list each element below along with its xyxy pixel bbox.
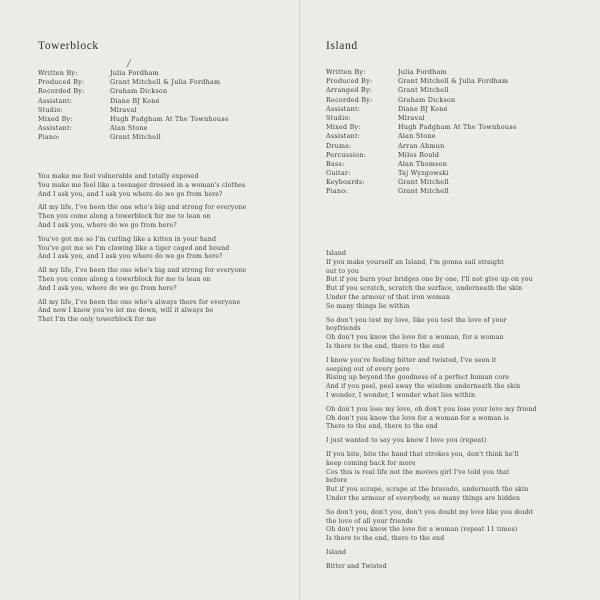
credit-role: Assistant:: [326, 104, 361, 113]
credit-name: Julia Fordham: [398, 68, 447, 76]
credit-role: Piano:: [326, 187, 348, 196]
credit-name: Miles Bould: [398, 150, 440, 159]
credit-role: Keyboards:: [326, 178, 365, 187]
credit-row: [326, 77, 517, 86]
credit-row: [326, 169, 517, 178]
lyric-line: Under the armour of everybody, so many things are hidden: [326, 494, 521, 502]
lyric-line: So don't you, don't you, don't you doubt my love like you doubt: [326, 508, 534, 516]
credit-name: Julia Fordham: [110, 69, 159, 77]
lyric-line: But if you scrape, scrape at the bravado, underneath the skin: [326, 486, 529, 494]
lyric-line: Bitter and Twisted: [326, 562, 387, 570]
lyric-line: before: [326, 477, 348, 485]
lyric-stanza: [326, 563, 590, 572]
lyric-line: And if you peel, peel away the wisdom underneath the skin: [326, 383, 521, 391]
credit-row: [326, 96, 517, 105]
credit-name: Grant Mitchell: [398, 178, 449, 187]
lyric-line: Cos this is real life not the movies girl I've told you that: [326, 468, 510, 476]
credit-name: Miraval: [398, 113, 425, 122]
credit-row: [38, 69, 229, 78]
credit-name: Taj Wyzgowski: [398, 169, 449, 178]
credit-row: [326, 114, 517, 123]
credit-name: Alan Stone: [110, 124, 148, 133]
lyric-stanza: [326, 357, 590, 401]
credit-row: [38, 97, 229, 106]
lyric-line: Oh don't you lose my love, oh don't you lose your love my friend: [326, 405, 537, 413]
credit-name: Diane BJ Koné: [398, 104, 448, 113]
credit-row: [326, 132, 517, 141]
lyric-stanza: [38, 267, 296, 293]
lyric-line: Oh don't you know the love for a woman, for a woman: [326, 334, 504, 342]
credit-name: Grant Mitchell & Julia Fordham: [110, 78, 221, 87]
lyrics: [38, 173, 296, 330]
credit-row: [38, 106, 229, 115]
credit-name: Hugh Padgham At The Townhouse: [110, 114, 229, 123]
lyric-line: So don't you test my love, like you test the love of your: [326, 316, 507, 324]
lyric-line: You've got me so I'm curling like a kitten in your hand: [38, 235, 217, 243]
lyric-line: If you make yourself an Island, I'm gonna sail straight: [326, 258, 504, 266]
lyric-stanza: [38, 299, 296, 325]
credit-role: Drums:: [326, 141, 352, 150]
credit-role: Written By:: [38, 69, 78, 77]
lyric-stanza: [326, 509, 590, 544]
credit-row: [326, 160, 517, 169]
lyric-line: out to you: [326, 267, 360, 275]
lyric-line: I know you're feeling bitter and twisted, I've seen it: [326, 356, 497, 364]
lyric-line: And I ask you, and I ask you where do we go from here?: [38, 190, 223, 198]
lyric-line: Island: [326, 548, 347, 556]
credit-name: Arran Ahmun: [398, 141, 445, 150]
lyric-line: But if you scratch, scratch the surface, underneath the skin: [326, 285, 523, 293]
credit-row: [326, 68, 517, 77]
lyric-stanza: [326, 451, 590, 504]
lyric-line: But if you burn your bridges one by one, I'll not give up on you: [326, 276, 533, 284]
lyric-line: Then you come along a towerblock for me to lean on: [38, 275, 211, 283]
lyric-line: Oh don't you know the love for a woman (repeat 11 times): [326, 526, 518, 534]
credit-role: Written By:: [326, 68, 366, 76]
lyric-stanza: [326, 406, 590, 432]
lyric-line: And I ask you, where do we go from here?: [38, 284, 177, 292]
credit-role: Produced By:: [326, 77, 373, 86]
credit-row: [38, 78, 229, 87]
credit-row: [326, 123, 517, 132]
credit-name: Graham Dickson: [110, 87, 168, 96]
credits-list: [38, 69, 229, 143]
lyric-line: And I ask you, and I ask you where do we go from here?: [38, 253, 223, 261]
credit-name: Grant Mitchell: [110, 133, 161, 142]
credit-name: Grant Mitchell & Julia Fordham: [398, 77, 509, 86]
lyric-line: I just wanted to say you know I love you (repeat): [326, 437, 487, 445]
credit-name: Grant Mitchell: [398, 187, 449, 196]
lyric-stanza: [38, 236, 296, 262]
credit-role: Percussion:: [326, 150, 367, 159]
lyrics: [326, 250, 590, 577]
credit-role: Guitar:: [326, 169, 351, 178]
credit-role: Recorded By:: [326, 95, 373, 104]
credit-name: Diane BJ Koné: [110, 96, 160, 105]
lyric-line: Then you come along a towerblock for me to lean on: [38, 213, 211, 221]
lyric-line: And now I know you've let me down, will it always be: [38, 307, 214, 315]
credit-name: Alan Thomson: [398, 159, 448, 168]
credit-row: [326, 142, 517, 151]
credit-role: Piano:: [38, 133, 60, 142]
lyric-line: If you bite, bite the hand that strokes you, don't think he'll: [326, 450, 519, 458]
lyric-stanza: [38, 204, 296, 230]
lyric-stanza: [326, 317, 590, 352]
lyric-line: Rising up beyond the goodness of a perfect human core: [326, 374, 510, 382]
credit-row: [326, 86, 517, 95]
credit-role: Bass:: [326, 159, 345, 168]
lyric-stanza: [326, 549, 590, 558]
lyric-line: You've got me so I'm clawing like a tiger caged and bound: [38, 244, 230, 252]
credit-row: [38, 115, 229, 124]
lyric-line: All my life, I've been the one who's big and strong for everyone: [38, 267, 247, 275]
lyric-line: All my life, I've been the one who's always there for everyone: [38, 298, 241, 306]
lyric-line: That I'm the only towerblock for me: [38, 316, 157, 324]
credit-name: Grant Mitchell: [398, 86, 449, 95]
lyric-line: seeping out of every pore: [326, 365, 410, 373]
credit-name: Hugh Padgham At The Townhouse: [398, 123, 517, 132]
credit-role: Mixed By:: [38, 114, 73, 123]
page-crease: [299, 0, 301, 600]
credit-role: Mixed By:: [326, 123, 361, 132]
credit-name: Graham Dickson: [398, 95, 456, 104]
song-title: Towerblock: [38, 40, 99, 52]
lyric-line: Under the armour of that iron woman: [326, 293, 451, 301]
lyric-line: Is there to the end, there to the end: [326, 535, 445, 543]
credit-row: [326, 105, 517, 114]
lyric-line: There to the end, there to the end: [326, 423, 438, 431]
credit-role: Arranged By:: [326, 86, 373, 95]
credit-role: Assistant:: [326, 132, 361, 141]
song-title: Island: [326, 40, 358, 52]
lyric-line: Is there to the end, there to the end: [326, 342, 445, 350]
credit-row: [38, 124, 229, 133]
lyric-line: boyfriends: [326, 325, 361, 333]
credit-row: [326, 178, 517, 187]
credit-role: Assistant:: [38, 96, 73, 105]
lyric-line: keep coming back for more: [326, 459, 416, 467]
lyric-stanza: [38, 173, 296, 199]
credit-role: Recorded By:: [38, 87, 85, 96]
credit-row: [326, 151, 517, 160]
lyric-line: So many things lie within: [326, 302, 410, 310]
credits-list: [326, 68, 517, 197]
credit-row: [326, 187, 517, 196]
credit-role: Assistant:: [38, 124, 73, 133]
lyric-stanza: [326, 250, 590, 312]
credit-name: Alan Stone: [398, 132, 436, 141]
lyric-line: Oh don't you know the love for a woman for a woman is: [326, 414, 510, 422]
credit-role: Produced By:: [38, 78, 85, 87]
credit-role: Studio:: [38, 105, 63, 114]
credit-name: Miraval: [110, 105, 137, 114]
lyric-line: And I ask you, where do we go from here?: [38, 221, 177, 229]
lyric-line: Island: [326, 250, 347, 257]
lyric-line: I wonder, I wonder, I wonder what lies within: [326, 391, 476, 399]
credit-row: [38, 87, 229, 96]
lyric-line: You make me feel vulnerable and totally exposed: [38, 173, 199, 180]
lyric-line: You make me feel like a teenager dressed in a woman's clothes: [38, 181, 246, 189]
credit-role: Studio:: [326, 113, 351, 122]
credit-row: [38, 133, 229, 142]
lyric-line: All my life, I've been the one who's big and strong for everyone: [38, 204, 247, 212]
lyric-stanza: [326, 437, 590, 446]
lyric-line: the love of all your friends: [326, 517, 413, 525]
